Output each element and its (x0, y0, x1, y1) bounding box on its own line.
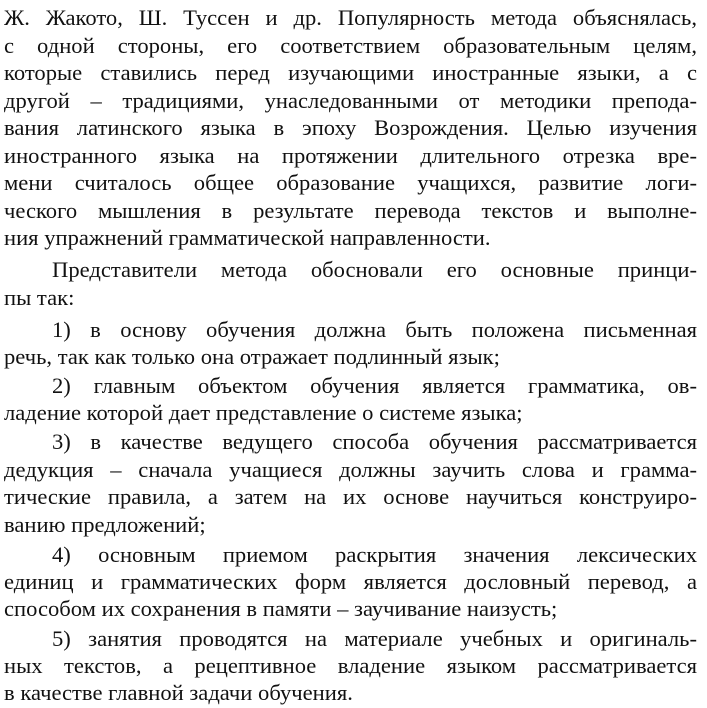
list-item-5-line-1: 5) занятия проводятся на материале учебных и оригиналь- (52, 626, 697, 651)
text-line-11: пы так: (4, 285, 75, 310)
list-item-1-line-2: речь, так как только она отражает подлинный язык; (4, 344, 500, 369)
list-item-3-line-1: 3) в качестве ведущего способа обучения рассматривается (52, 429, 697, 454)
text-line-2: с одной стороны, его соответствием образовательным целям, (4, 33, 697, 58)
list-item-5-line-3: в качестве главной задачи обучения. (4, 680, 353, 705)
list-item-5-line-2: ных текстов, а рецептивное владение языком рассматривается (4, 653, 697, 678)
list-item-1-line-1: 1) в основу обучения должна быть положена письменная (52, 317, 697, 342)
text-line-9: ния упражнений грамматической направленности. (4, 225, 491, 250)
list-item-3-line-4: ванию предложений; (4, 512, 206, 537)
list-item-4-line-3: способом их сохранения в памяти – заучивание наизусть; (4, 596, 558, 621)
text-line-10: Представители метода обосновали его основные принци- (52, 257, 697, 282)
text-line-4: другой – традициями, унаследованными от методики препода- (4, 88, 697, 113)
text-line-3: которые ставились перед изучающими иностранные языки, а с (4, 60, 697, 85)
text-line-7: мени считалось общее образование учащихся, развитие логи- (4, 170, 697, 195)
text-line-1: Ж. Жакото, Ш. Туссен и др. Популярность метода объяснялась, (4, 5, 697, 30)
list-item-3-line-2: дедукция – сначала учащиеся должны заучить слова и грамма- (4, 457, 697, 482)
list-item-2-line-1: 2) главным объектом обучения является грамматика, ов- (52, 373, 697, 398)
list-item-2-line-2: ладение которой дает представление о системе языка; (4, 400, 523, 425)
list-item-4-line-2: единиц и грамматических форм является дословный перевод, а (4, 569, 697, 594)
list-item-3-line-3: тические правила, а затем на их основе научиться конструиро- (4, 484, 697, 509)
list-item-4-line-1: 4) основным приемом раскрытия значения лексических (52, 542, 697, 567)
text-line-5: вания латинского языка в эпоху Возрождения. Целью изучения (4, 115, 697, 140)
text-line-8: ческого мышления в результате перевода текстов и выполне- (4, 198, 697, 223)
text-line-6: иностранного языка на протяжении длительного отрезка вре- (4, 143, 697, 168)
